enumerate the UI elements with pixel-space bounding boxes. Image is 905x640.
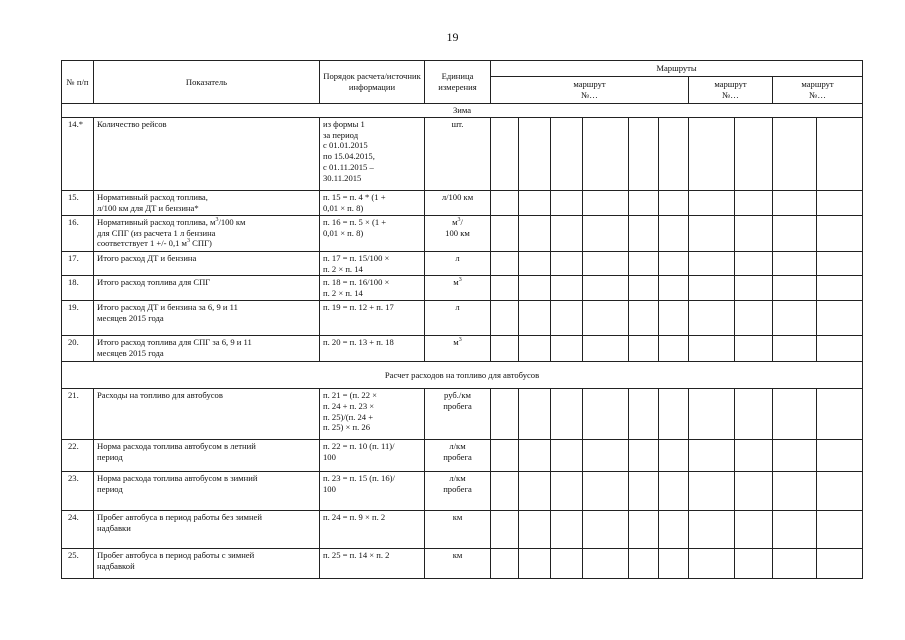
indicator-cell bbox=[94, 215, 320, 251]
route-value-cell bbox=[735, 439, 773, 471]
route-value-cell bbox=[659, 190, 689, 215]
route-value-cell bbox=[491, 117, 519, 190]
cell-line: п. 2 × п. 14 bbox=[323, 263, 363, 274]
unit-cell bbox=[425, 251, 491, 276]
superscript: 3 bbox=[457, 216, 461, 223]
route-value-cell bbox=[629, 190, 659, 215]
route-value-cell bbox=[659, 215, 689, 251]
route-value-cell bbox=[551, 215, 583, 251]
order-cell bbox=[320, 190, 425, 215]
cell-line: Нормативный расход топлива, bbox=[97, 191, 208, 202]
route-value-cell bbox=[689, 439, 735, 471]
route-value-cell bbox=[735, 388, 773, 439]
route-value-cell bbox=[519, 215, 551, 251]
route-value-cell bbox=[583, 388, 629, 439]
cell-line: л bbox=[455, 301, 460, 312]
route-value-cell bbox=[491, 510, 519, 548]
route-value-cell bbox=[519, 439, 551, 471]
cell-line: п. 21 = (п. 22 × bbox=[323, 389, 377, 400]
cell-line: п. 25)/(п. 24 + bbox=[323, 411, 374, 422]
route-value-cell bbox=[817, 276, 863, 301]
cell-line: с 01.11.2015 – bbox=[323, 161, 374, 172]
route-value-cell bbox=[735, 117, 773, 190]
table-row bbox=[62, 251, 863, 276]
superscript: 3 bbox=[215, 216, 219, 223]
cell-line: п. 24 + п. 23 × bbox=[323, 400, 375, 411]
cell-line: п. 19 = п. 12 + п. 17 bbox=[323, 301, 394, 312]
indicator-cell bbox=[94, 300, 320, 335]
table-row bbox=[62, 548, 863, 578]
route-value-cell bbox=[629, 251, 659, 276]
cell-line: Нормативный расход топлива, м bbox=[97, 216, 216, 227]
row-number: 20. bbox=[62, 335, 94, 361]
section-winter: Зима bbox=[62, 104, 863, 118]
cell-line: п. 23 = п. 15 (п. 16)/ bbox=[323, 472, 395, 483]
indicator-cell bbox=[94, 388, 320, 439]
cell-line: п. 25) × п. 26 bbox=[323, 422, 370, 433]
route-value-cell bbox=[551, 276, 583, 301]
route-value-cell bbox=[551, 439, 583, 471]
route-value-cell bbox=[773, 510, 817, 548]
route-value-cell bbox=[773, 439, 817, 471]
cell-line: Расходы на топливо для автобусов bbox=[97, 389, 223, 400]
row-number: 15. bbox=[62, 190, 94, 215]
cell-line: п. 22 = п. 10 (п. 11)/ bbox=[323, 440, 395, 451]
route-value-cell bbox=[773, 335, 817, 361]
route-value-cell bbox=[659, 335, 689, 361]
route-value-cell bbox=[519, 548, 551, 578]
cell-line: Норма расхода топлива автобусом в зимний bbox=[97, 472, 258, 483]
route-value-cell bbox=[817, 471, 863, 510]
route-value-cell bbox=[659, 510, 689, 548]
route-value-cell bbox=[735, 300, 773, 335]
cell-line: месяцев 2015 года bbox=[97, 347, 164, 358]
cell-line: надбавкой bbox=[97, 560, 135, 571]
order-cell bbox=[320, 510, 425, 548]
route-value-cell bbox=[583, 471, 629, 510]
cell-line: п. 20 = п. 13 + п. 18 bbox=[323, 336, 394, 347]
cell-line: пробега bbox=[443, 400, 472, 411]
route-value-cell bbox=[689, 388, 735, 439]
route-value-cell bbox=[491, 251, 519, 276]
indicator-cell bbox=[94, 510, 320, 548]
row-number: 19. bbox=[62, 300, 94, 335]
cell-line: п. 18 = п. 16/100 × bbox=[323, 277, 390, 288]
unit-cell bbox=[425, 548, 491, 578]
route-value-cell bbox=[659, 471, 689, 510]
route-value-cell bbox=[659, 548, 689, 578]
route-value-cell bbox=[491, 548, 519, 578]
route-value-cell bbox=[689, 300, 735, 335]
route-value-cell bbox=[689, 276, 735, 301]
cell-line: Пробег автобуса в период работы с зимней bbox=[97, 549, 255, 560]
route-value-cell bbox=[491, 300, 519, 335]
cell-line: м bbox=[452, 216, 458, 227]
route-label: маршрут bbox=[573, 79, 606, 90]
cell-line: км bbox=[452, 511, 463, 522]
unit-cell bbox=[425, 190, 491, 215]
route-value-cell bbox=[551, 300, 583, 335]
route-value-cell bbox=[773, 276, 817, 301]
table-row bbox=[62, 471, 863, 510]
route-value-cell bbox=[773, 388, 817, 439]
table-row bbox=[62, 439, 863, 471]
route-value-cell bbox=[519, 510, 551, 548]
order-cell bbox=[320, 439, 425, 471]
route-value-cell bbox=[735, 251, 773, 276]
route-value-cell bbox=[551, 190, 583, 215]
unit-cell bbox=[425, 510, 491, 548]
cell-line: 100 км bbox=[445, 227, 470, 238]
order-cell bbox=[320, 276, 425, 301]
route-value-cell bbox=[659, 300, 689, 335]
route-value-cell bbox=[491, 439, 519, 471]
route-value-cell bbox=[659, 439, 689, 471]
route-value-cell bbox=[629, 388, 659, 439]
table-row bbox=[62, 388, 863, 439]
route-value-cell bbox=[689, 548, 735, 578]
route-value-cell bbox=[773, 251, 817, 276]
cell-line: л/100 км для ДТ и бензина* bbox=[97, 202, 199, 213]
route-value-cell bbox=[629, 548, 659, 578]
unit-cell bbox=[425, 300, 491, 335]
cell-line: п. 24 = п. 9 × п. 2 bbox=[323, 511, 386, 522]
row-number: 24. bbox=[62, 510, 94, 548]
route-value-cell bbox=[659, 388, 689, 439]
row-number: 22. bbox=[62, 439, 94, 471]
table-row bbox=[62, 276, 863, 301]
unit-cell bbox=[425, 215, 491, 251]
route-value-cell bbox=[519, 276, 551, 301]
cell-line: шт. bbox=[451, 118, 464, 129]
superscript: 3 bbox=[187, 238, 190, 245]
header-col-unit: Единица измерения bbox=[425, 61, 491, 104]
route-value-cell bbox=[689, 335, 735, 361]
indicator-cell bbox=[94, 548, 320, 578]
route-value-cell bbox=[817, 251, 863, 276]
route-value-cell bbox=[519, 388, 551, 439]
route-value-cell bbox=[773, 300, 817, 335]
route-value-cell bbox=[689, 117, 735, 190]
cell-line: п. 16 = п. 5 × (1 + bbox=[323, 216, 387, 227]
cell-line: Итого расход ДТ и бензина за 6, 9 и 11 bbox=[97, 301, 238, 312]
route-value-cell bbox=[583, 335, 629, 361]
cell-line: период bbox=[97, 451, 123, 462]
unit-cell bbox=[425, 276, 491, 301]
cell-line: Итого расход топлива для СПГ за 6, 9 и 11 bbox=[97, 336, 252, 347]
route-value-cell bbox=[519, 117, 551, 190]
cell-line: Количество рейсов bbox=[97, 118, 167, 129]
route-value-cell bbox=[629, 300, 659, 335]
table-row bbox=[62, 117, 863, 190]
route-value-cell bbox=[629, 439, 659, 471]
cell-line: руб./км bbox=[444, 389, 471, 400]
route-value-cell bbox=[773, 548, 817, 578]
cell-line: л bbox=[455, 252, 460, 263]
route-value-cell bbox=[551, 117, 583, 190]
order-cell bbox=[320, 215, 425, 251]
route-value-cell bbox=[551, 388, 583, 439]
route-value-cell bbox=[817, 300, 863, 335]
route-value-cell bbox=[491, 276, 519, 301]
header-col-routes: Маршруты bbox=[491, 61, 863, 77]
unit-cell bbox=[425, 388, 491, 439]
indicator-cell bbox=[94, 251, 320, 276]
cell-line: п. 17 = п. 15/100 × bbox=[323, 252, 390, 263]
route-value-cell bbox=[629, 510, 659, 548]
route-value-cell bbox=[583, 548, 629, 578]
cell-line: км bbox=[452, 549, 463, 560]
route-value-cell bbox=[491, 388, 519, 439]
cell-line: /100 км bbox=[218, 216, 246, 227]
table-row bbox=[62, 215, 863, 251]
order-cell bbox=[320, 300, 425, 335]
cell-line: с 01.01.2015 bbox=[323, 140, 368, 151]
route-value-cell bbox=[519, 471, 551, 510]
route-value-cell bbox=[817, 190, 863, 215]
route-value-cell bbox=[817, 215, 863, 251]
cell-line: пробега bbox=[443, 483, 472, 494]
route-value-cell bbox=[735, 548, 773, 578]
route-value-cell bbox=[735, 215, 773, 251]
route-value-cell bbox=[817, 335, 863, 361]
order-cell bbox=[320, 117, 425, 190]
cell-line: Итого расход топлива для СПГ bbox=[97, 277, 211, 288]
cell-line: период bbox=[97, 483, 123, 494]
route-label: маршрут bbox=[801, 79, 834, 90]
cell-line: м bbox=[453, 336, 459, 347]
cell-line: месяцев 2015 года bbox=[97, 312, 164, 323]
route-label: маршрут bbox=[714, 79, 747, 90]
cell-line: соответствует 1 +/- 0,1 м bbox=[97, 238, 187, 249]
route-value-cell bbox=[551, 548, 583, 578]
route-value-cell bbox=[817, 388, 863, 439]
route-value-cell bbox=[735, 190, 773, 215]
route-value-cell bbox=[551, 471, 583, 510]
cell-line: 0,01 × п. 8) bbox=[323, 227, 364, 238]
unit-cell bbox=[425, 471, 491, 510]
route-value-cell bbox=[551, 251, 583, 276]
route-value-cell bbox=[519, 190, 551, 215]
page-number: 19 bbox=[446, 30, 459, 44]
cell-line: л/100 км bbox=[441, 191, 474, 202]
cell-line: 0,01 × п. 8) bbox=[323, 202, 364, 213]
route-number: №… bbox=[722, 90, 739, 100]
cell-line: л/км bbox=[449, 472, 466, 483]
route-value-cell bbox=[583, 215, 629, 251]
route-value-cell bbox=[817, 439, 863, 471]
order-cell bbox=[320, 335, 425, 361]
cell-line: л/км bbox=[449, 440, 466, 451]
route-value-cell bbox=[659, 276, 689, 301]
routes-fuel-table bbox=[61, 60, 863, 579]
indicator-cell bbox=[94, 471, 320, 510]
table-row bbox=[62, 300, 863, 335]
unit-cell bbox=[425, 117, 491, 190]
cell-line: п. 2 × п. 14 bbox=[323, 288, 363, 299]
route-value-cell bbox=[817, 548, 863, 578]
route-value-cell bbox=[689, 215, 735, 251]
order-cell bbox=[320, 388, 425, 439]
route-value-cell bbox=[773, 190, 817, 215]
cell-line: Итого расход ДТ и бензина bbox=[97, 252, 197, 263]
route-number: №… bbox=[809, 90, 826, 100]
route-value-cell bbox=[629, 276, 659, 301]
route-value-cell bbox=[583, 190, 629, 215]
route-value-cell bbox=[629, 117, 659, 190]
cell-line: 30.11.2015 bbox=[323, 172, 362, 183]
unit-cell bbox=[425, 335, 491, 361]
row-number: 17. bbox=[62, 251, 94, 276]
cell-line: СПГ) bbox=[190, 238, 212, 249]
indicator-cell bbox=[94, 276, 320, 301]
header-col-num: № п/п bbox=[62, 61, 94, 104]
route-value-cell bbox=[583, 276, 629, 301]
superscript: 3 bbox=[458, 277, 462, 284]
cell-line: надбавки bbox=[97, 522, 131, 533]
indicator-cell bbox=[94, 190, 320, 215]
cell-line: за период bbox=[323, 129, 359, 140]
route-value-cell bbox=[583, 117, 629, 190]
cell-line: п. 15 = п. 4 * (1 + bbox=[323, 191, 386, 202]
route-value-cell bbox=[583, 510, 629, 548]
route-value-cell bbox=[491, 471, 519, 510]
indicator-cell bbox=[94, 117, 320, 190]
cell-line: из формы 1 bbox=[323, 118, 365, 129]
cell-line: 100 bbox=[323, 483, 336, 494]
row-number: 23. bbox=[62, 471, 94, 510]
cell-line: 100 bbox=[323, 451, 336, 462]
row-number: 25. bbox=[62, 548, 94, 578]
superscript: 3 bbox=[458, 337, 462, 344]
route-value-cell bbox=[583, 439, 629, 471]
unit-cell bbox=[425, 439, 491, 471]
route-value-cell bbox=[817, 117, 863, 190]
row-number: 18. bbox=[62, 276, 94, 301]
route-value-cell bbox=[519, 335, 551, 361]
indicator-cell bbox=[94, 335, 320, 361]
route-value-cell bbox=[491, 190, 519, 215]
route-value-cell bbox=[689, 251, 735, 276]
header-col-indicator: Показатель bbox=[94, 61, 320, 104]
table-row bbox=[62, 510, 863, 548]
route-number: №… bbox=[581, 90, 598, 100]
cell-line: / bbox=[460, 216, 463, 227]
route-value-cell bbox=[583, 300, 629, 335]
header-route-3 bbox=[773, 77, 863, 104]
route-value-cell bbox=[817, 510, 863, 548]
table-row bbox=[62, 335, 863, 361]
header-route-1 bbox=[491, 77, 689, 104]
header-route-2 bbox=[689, 77, 773, 104]
route-value-cell bbox=[551, 510, 583, 548]
route-value-cell bbox=[491, 215, 519, 251]
route-value-cell bbox=[583, 251, 629, 276]
route-value-cell bbox=[735, 510, 773, 548]
route-value-cell bbox=[735, 471, 773, 510]
route-value-cell bbox=[689, 190, 735, 215]
cell-line: м bbox=[453, 277, 459, 288]
order-cell bbox=[320, 471, 425, 510]
route-value-cell bbox=[629, 471, 659, 510]
row-number: 16. bbox=[62, 215, 94, 251]
route-value-cell bbox=[659, 117, 689, 190]
route-value-cell bbox=[773, 215, 817, 251]
route-value-cell bbox=[629, 335, 659, 361]
indicator-cell bbox=[94, 439, 320, 471]
header-col-order: Порядок расчета/источник информации bbox=[320, 61, 425, 104]
table-row bbox=[62, 190, 863, 215]
route-value-cell bbox=[519, 300, 551, 335]
cell-line: пробега bbox=[443, 451, 472, 462]
order-cell bbox=[320, 251, 425, 276]
cell-line: п. 25 = п. 14 × п. 2 bbox=[323, 549, 390, 560]
row-number: 14.* bbox=[62, 117, 94, 190]
route-value-cell bbox=[659, 251, 689, 276]
route-value-cell bbox=[551, 335, 583, 361]
route-value-cell bbox=[735, 276, 773, 301]
route-value-cell bbox=[519, 251, 551, 276]
cell-line: Норма расхода топлива автобусом в летний bbox=[97, 440, 256, 451]
order-cell bbox=[320, 548, 425, 578]
cell-line: Пробег автобуса в период работы без зимней bbox=[97, 511, 262, 522]
row-number: 21. bbox=[62, 388, 94, 439]
route-value-cell bbox=[689, 510, 735, 548]
route-value-cell bbox=[689, 471, 735, 510]
route-value-cell bbox=[491, 335, 519, 361]
route-value-cell bbox=[773, 117, 817, 190]
cell-line: по 15.04.2015, bbox=[323, 151, 375, 162]
route-value-cell bbox=[773, 471, 817, 510]
cell-line: для СПГ (из расчета 1 л бензина bbox=[97, 227, 216, 238]
route-value-cell bbox=[629, 215, 659, 251]
route-value-cell bbox=[735, 335, 773, 361]
section-bus-fuel: Расчет расходов на топливо для автобусов bbox=[62, 361, 863, 388]
